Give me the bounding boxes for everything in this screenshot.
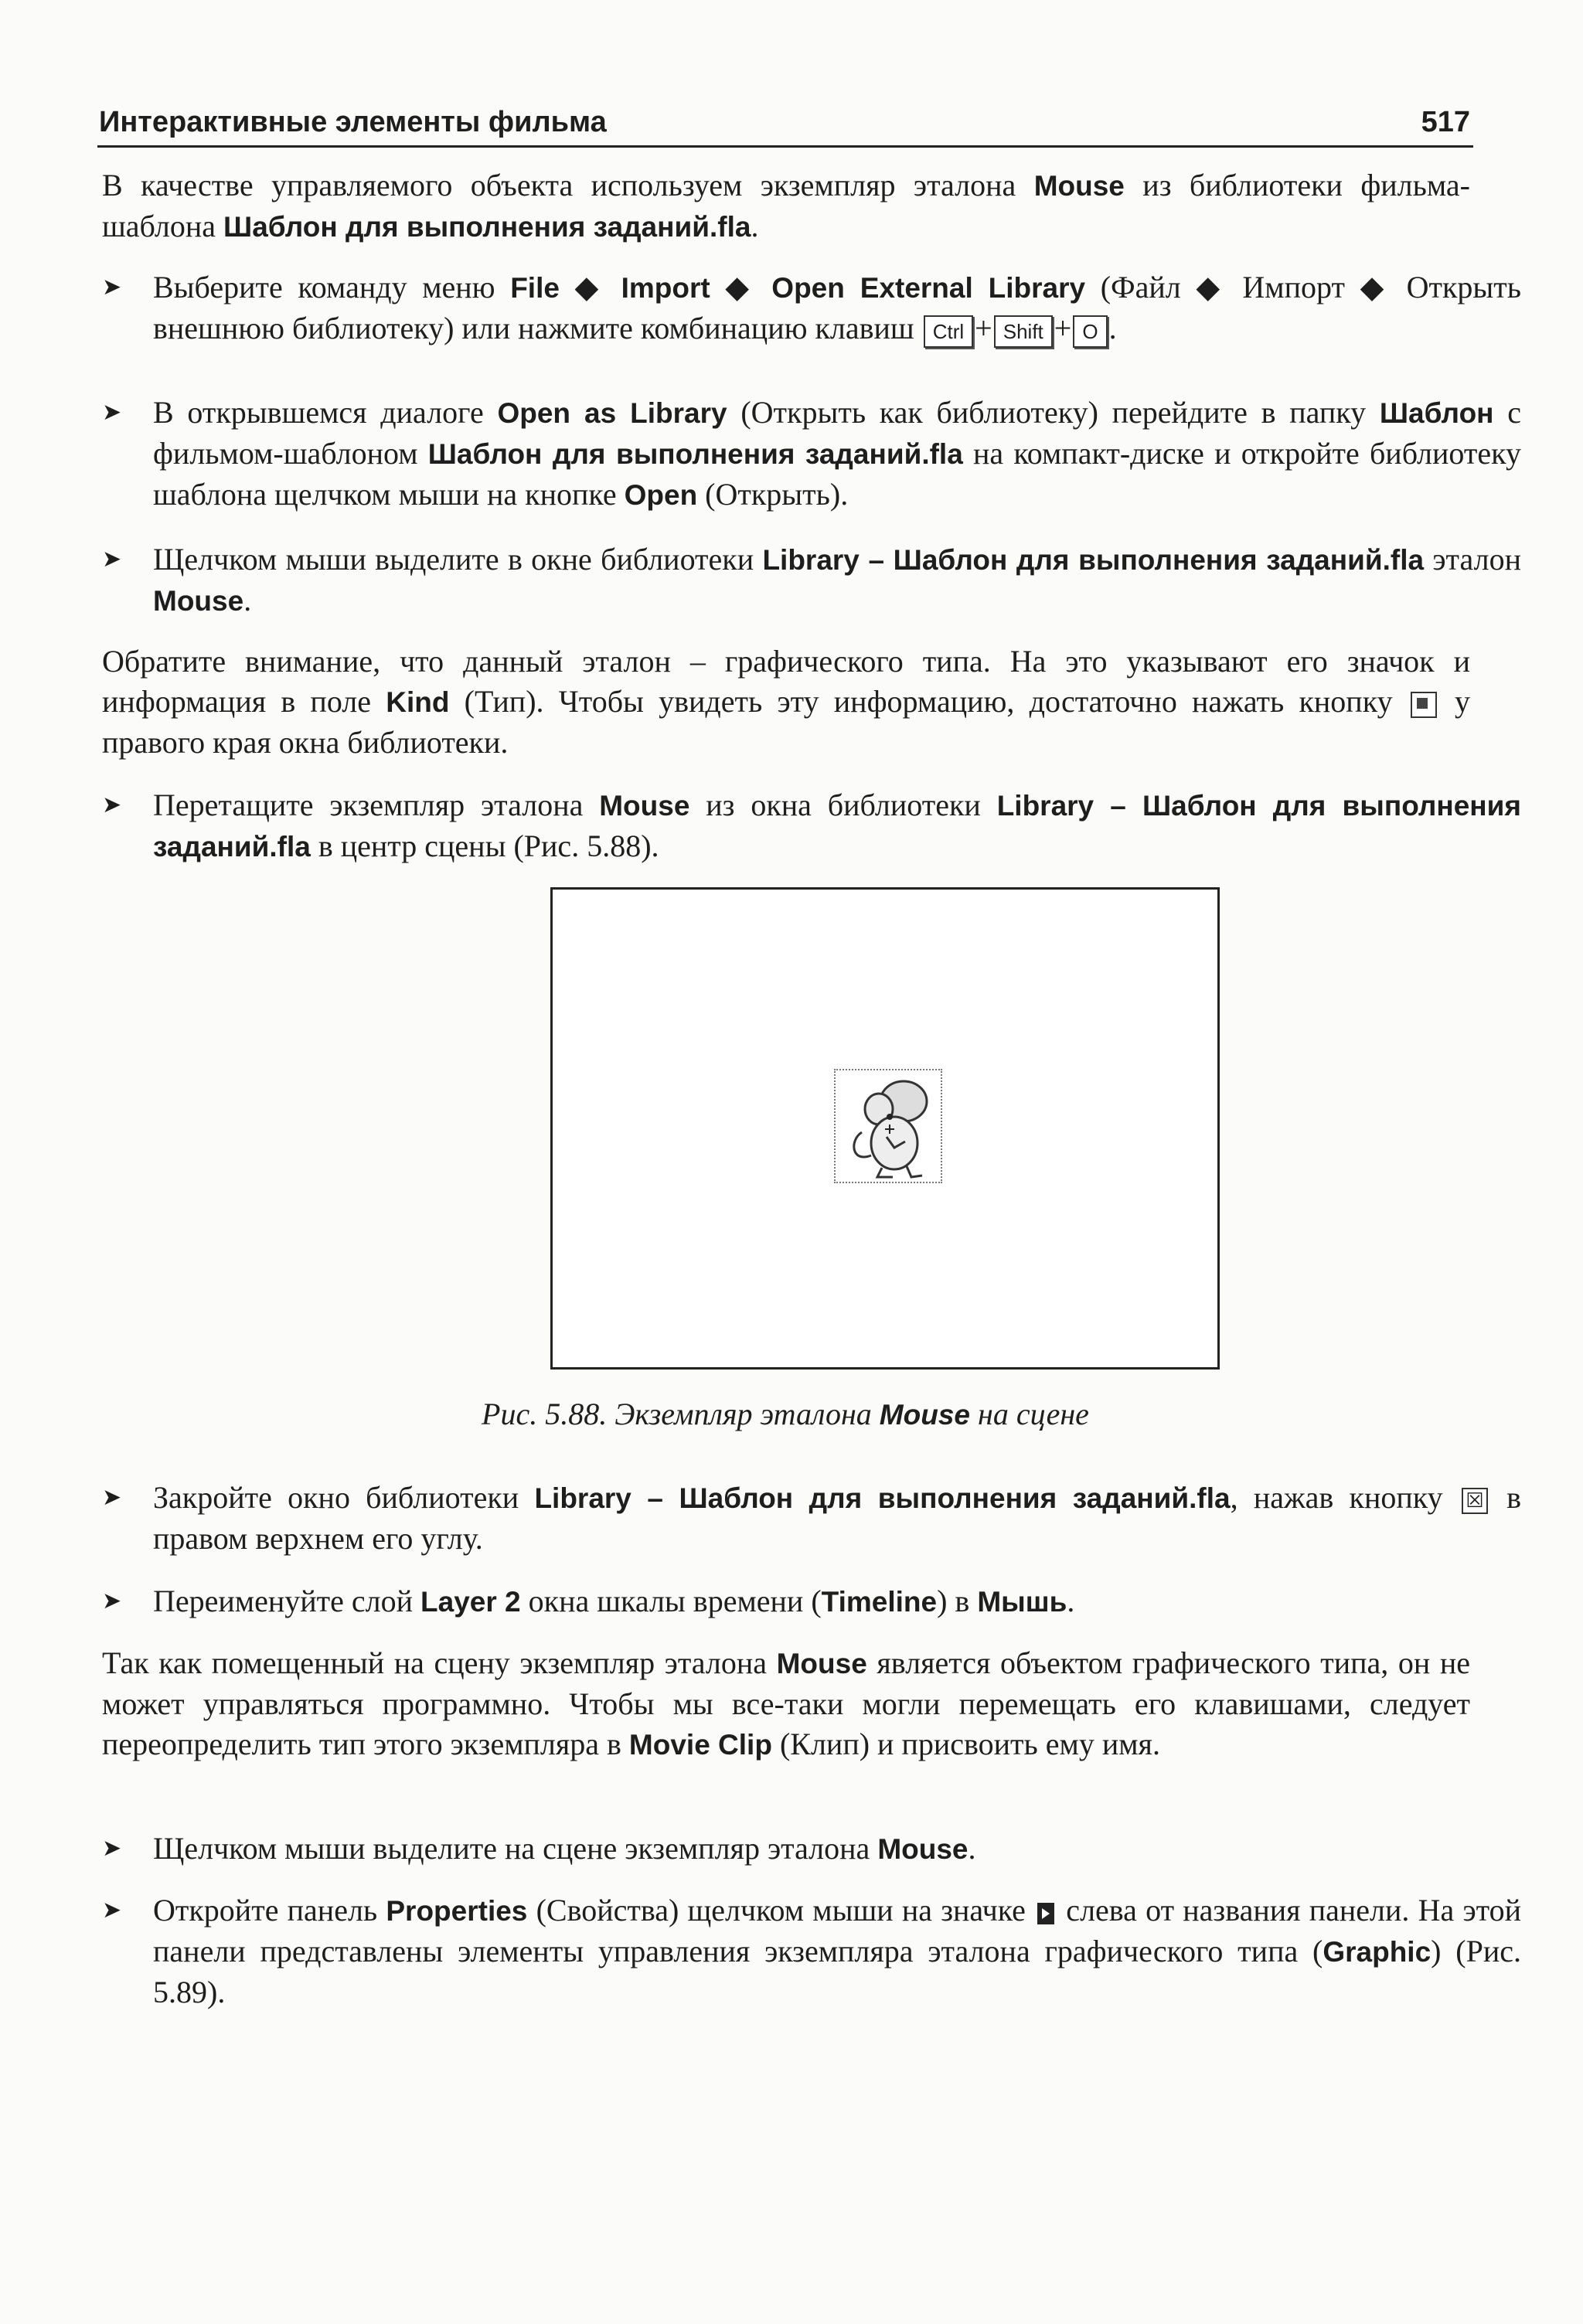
close-icon: ☒ (1462, 1488, 1488, 1514)
text: из библиотеки фильма-шаблона (102, 168, 1471, 243)
paragraph-explanation (102, 1643, 1470, 1765)
term-library-window: Library – Шаблон для выполнения заданий.fla (153, 790, 1521, 863)
term-layer: Layer 2 (420, 1586, 521, 1618)
text: (Свойства) щелчком мыши на значке (527, 1893, 1035, 1928)
text: Откройте панель (153, 1893, 386, 1928)
text: Щелчком мыши выделите в окне библиотеки (153, 542, 763, 577)
menu-file: File (510, 272, 560, 304)
text: из окна библиотеки (689, 788, 997, 822)
page-number: 517 (1421, 106, 1470, 138)
term-graphic: Graphic (1323, 1936, 1432, 1968)
text: . (1067, 1584, 1075, 1618)
text: слева от названия панели. На этой панели представлены элементы управления экземпляра эталона графического типа ( (153, 1893, 1521, 1968)
plus-sign: + (975, 311, 992, 345)
term-mouse: Mouse (879, 1399, 970, 1431)
term-kind: Kind (386, 686, 450, 718)
term-movie-clip: Movie Clip (628, 1729, 772, 1761)
term-mouse: Mouse (599, 790, 690, 822)
term-mouse: Mouse (153, 585, 244, 617)
bullet-close-library (102, 1478, 1521, 1559)
text: . (968, 1831, 976, 1866)
text: Выберите команду меню (153, 270, 511, 305)
term-properties: Properties (386, 1895, 528, 1927)
panel-expand-icon (1037, 1903, 1054, 1924)
menu-open-external-library: Open External Library (771, 272, 1086, 304)
text: в правом верхнем его углу. (153, 1480, 1521, 1556)
text: В открывшемся диалоге (153, 395, 498, 430)
term-library-window: Library – Шаблон для выполнения заданий.fla (762, 544, 1425, 576)
text: ) (Рис. 5.89). (153, 1934, 1522, 2009)
term-open-as-library: Open as Library (497, 397, 727, 429)
bullet-drag-instance (102, 785, 1521, 867)
text: с фильмом-шаблоном (153, 395, 1522, 471)
term-template-file: Шаблон для выполнения заданий.fla (427, 438, 963, 470)
term-layer-name: Мышь (977, 1586, 1067, 1618)
text: (Тип). Чтобы увидеть эту информацию, достаточно нажать кнопку (449, 684, 1408, 719)
text: ) в (937, 1584, 978, 1618)
term-template-file: Шаблон для выполнения заданий.fla (223, 211, 751, 243)
diamond-separator: ◆ (710, 270, 772, 305)
text: на сцене (969, 1397, 1089, 1431)
text: Обратите внимание, что данный эталон – графического типа. На это указывают его значок и информация в поле (102, 644, 1470, 719)
text: у правого края окна библиотеки. (102, 684, 1471, 760)
text: окна шкалы времени ( (520, 1584, 822, 1618)
text: Щелчком мыши выделите на сцене экземпляр эталона (153, 1831, 878, 1866)
text: Так как помещенный на сцену экземпляр эталона (102, 1645, 777, 1680)
term-mouse: Mouse (1033, 170, 1125, 202)
term-folder: Шаблон (1379, 397, 1494, 429)
running-header (97, 99, 1473, 148)
term-mouse: Mouse (877, 1833, 969, 1865)
text: . (243, 583, 252, 618)
plus-sign: + (1054, 311, 1072, 345)
figure-caption (97, 1396, 1473, 1432)
paragraph-note (102, 641, 1470, 763)
mouse-icon (836, 1070, 941, 1182)
text: (Открыть как библиотеку) перейдите в папку (727, 395, 1380, 430)
bullet-open-properties (102, 1890, 1521, 2013)
text: Закройте окно библиотеки (153, 1480, 535, 1515)
text: в центр сцены (Рис. 5.88). (310, 829, 659, 863)
text: является объектом графического типа, он не может управляться программно. Чтобы мы все-таки могли перемещать его клавишами, следует переопределить тип этого экземпляра в (102, 1645, 1470, 1761)
text: В качестве управляемого объекта используем экземпляр эталона (102, 168, 1034, 202)
text: (Клип) и присвоить ему имя. (771, 1727, 1160, 1761)
text: . (1108, 311, 1117, 345)
chapter-title: Интерактивные элементы фильма (99, 106, 607, 138)
paragraph-intro (102, 165, 1470, 247)
text: . (751, 209, 759, 243)
bullet-select-symbol (102, 539, 1521, 621)
text: эталон (1424, 542, 1521, 577)
text: Перетащите экземпляр эталона (153, 788, 600, 822)
figure-stage (550, 887, 1220, 1370)
text: (Файл ◆ Импорт ◆ Открыть внешнюю библиотеку) или нажмите комбинацию клавиш (153, 270, 1521, 345)
diamond-separator: ◆ (559, 270, 621, 305)
menu-import: Import (621, 272, 710, 304)
text: Рис. 5.88. Экземпляр эталона (482, 1397, 880, 1431)
bullet-select-instance (102, 1829, 1521, 1870)
term-mouse: Mouse (776, 1648, 867, 1679)
term-library-window: Library – Шаблон для выполнения заданий.fla (534, 1482, 1231, 1514)
text: (Открыть). (697, 477, 849, 512)
mouse-instance (834, 1069, 942, 1183)
text: , нажав кнопку (1230, 1480, 1459, 1515)
bullet-open-as-library (102, 393, 1521, 515)
bullet-rename-layer (102, 1581, 1521, 1622)
term-open: Open (624, 479, 698, 511)
key-ctrl: Ctrl (924, 315, 973, 348)
term-timeline: Timeline (821, 1586, 938, 1618)
bullet-open-library (102, 267, 1521, 349)
key-shift: Shift (994, 315, 1053, 348)
key-o: O (1073, 315, 1107, 348)
text: Переименуйте слой (153, 1584, 421, 1618)
text: на компакт-диске и откройте библиотеку шаблона щелчком мыши на кнопке (153, 436, 1521, 512)
library-view-icon (1411, 692, 1437, 718)
